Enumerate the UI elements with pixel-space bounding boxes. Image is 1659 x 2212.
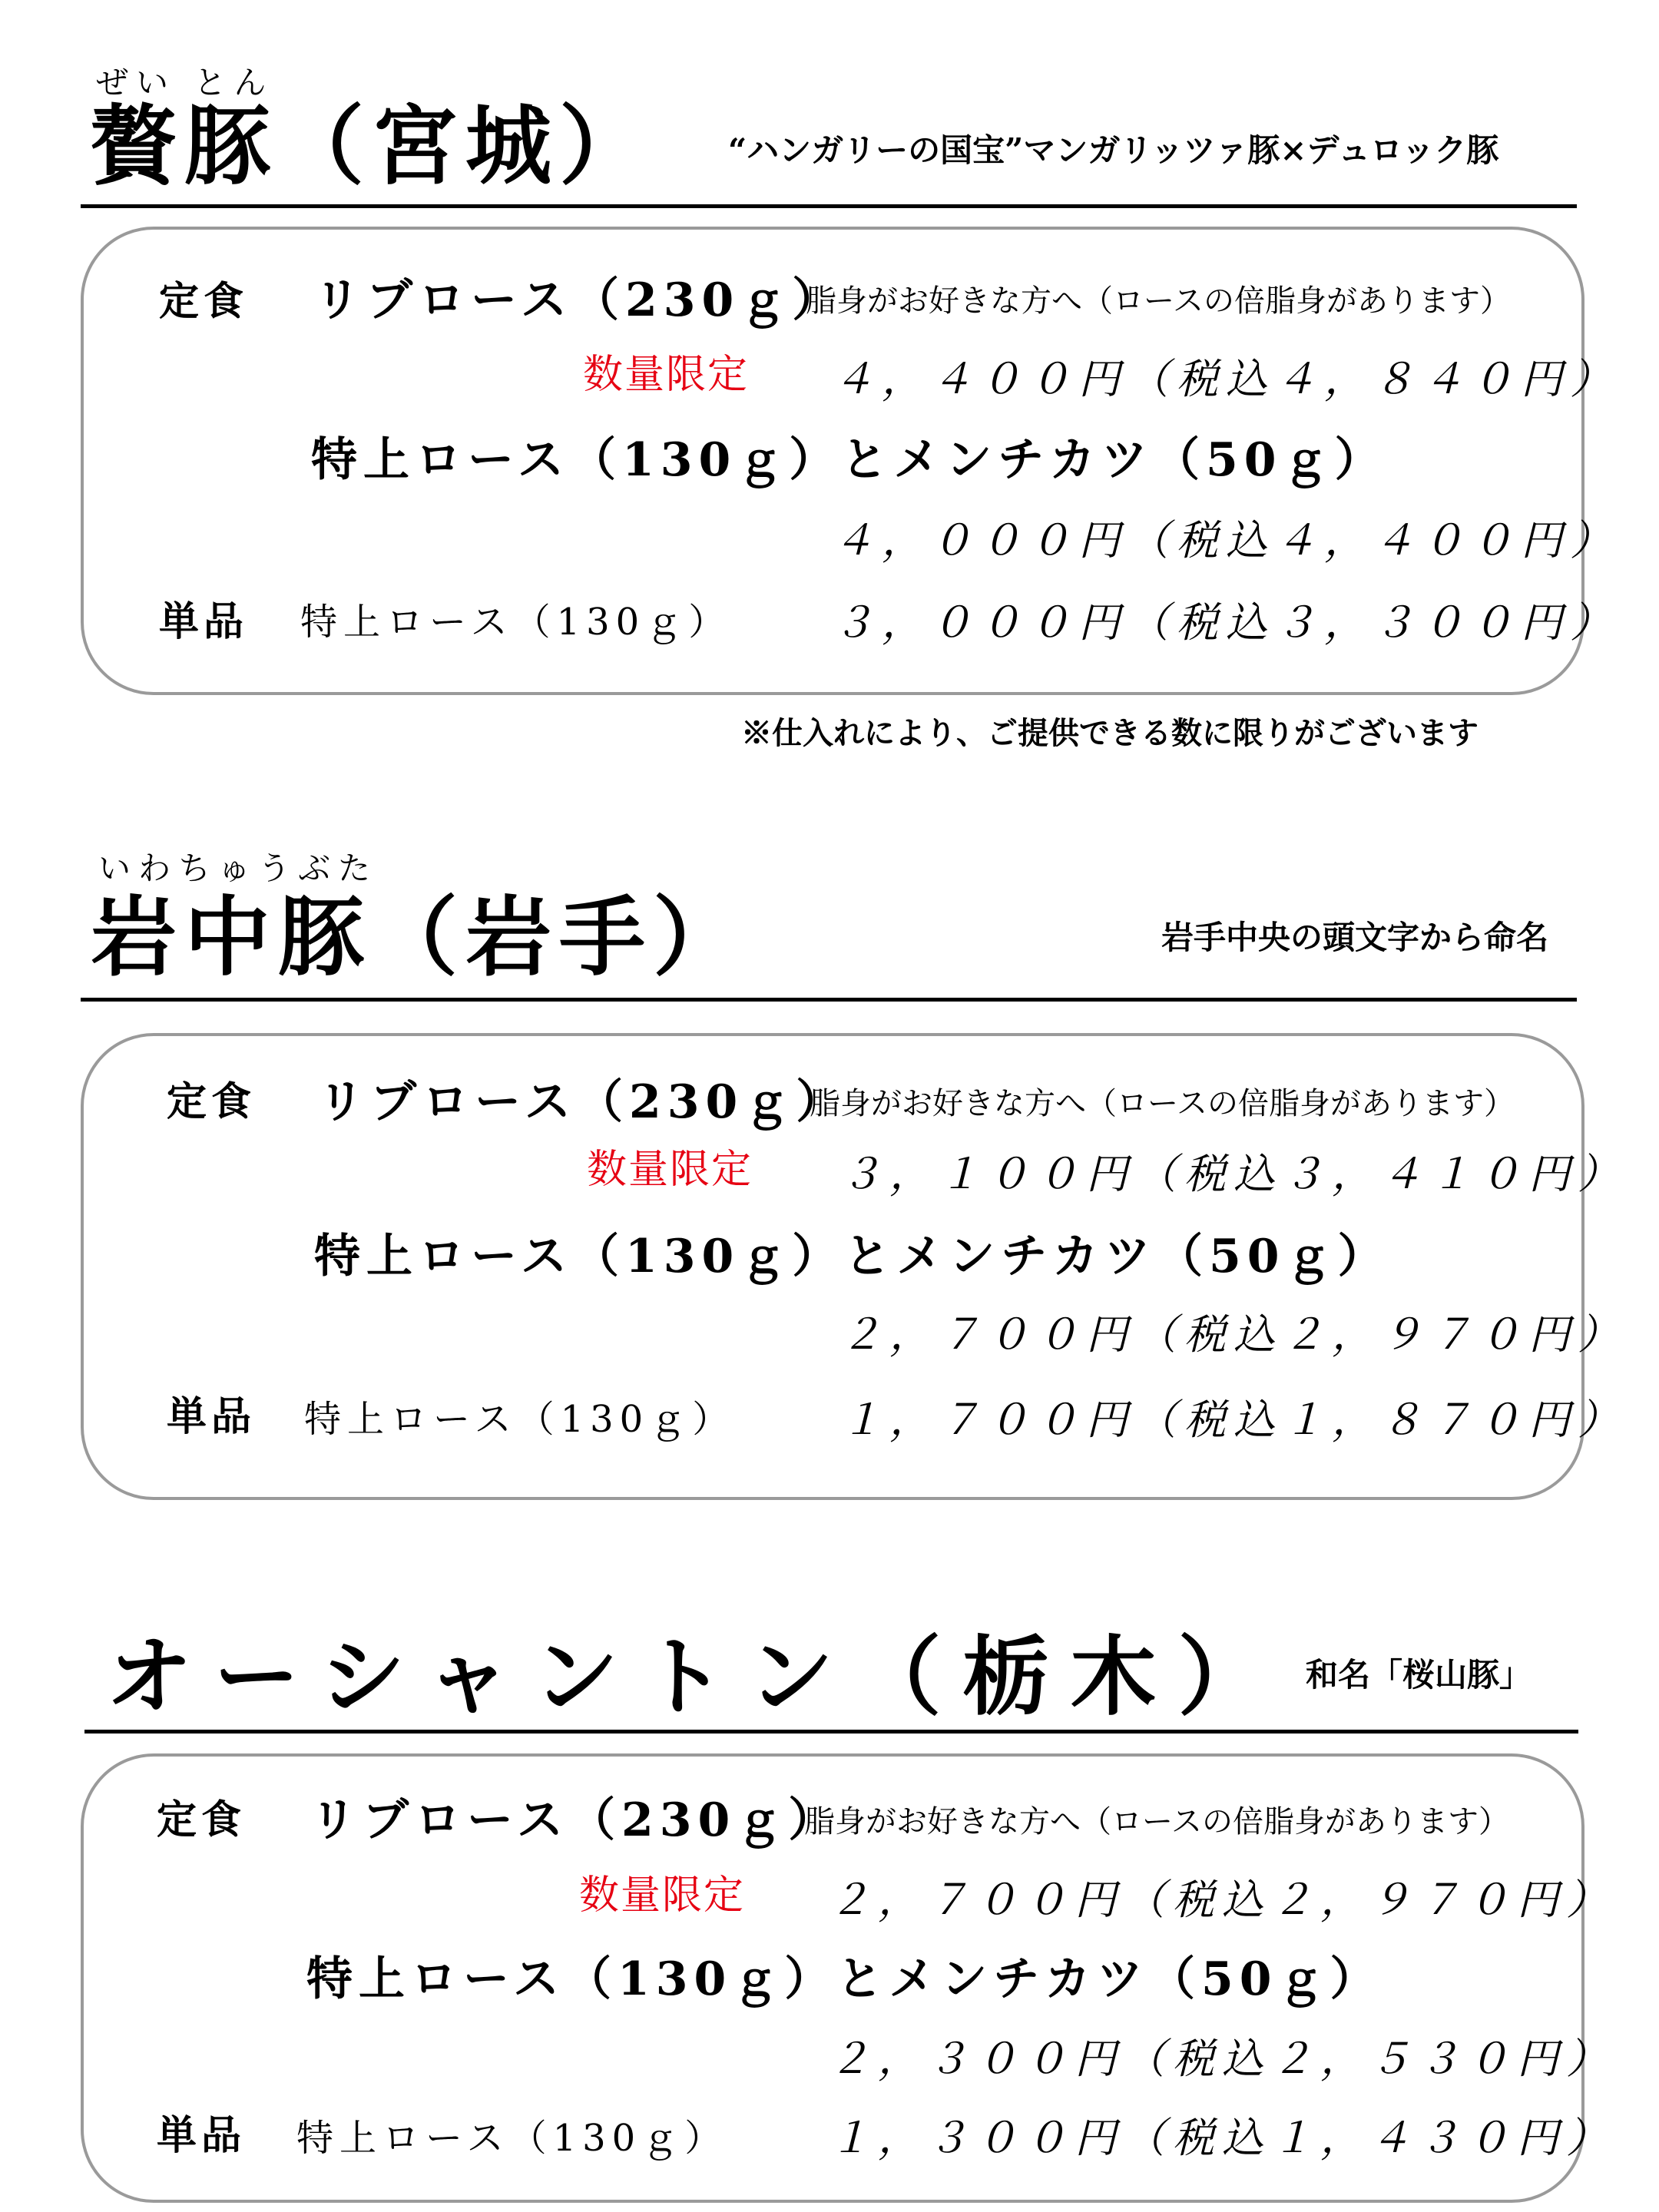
limited-quantity-label: 数量限定 (587, 1147, 753, 1193)
combo-item: 特上ロース（130ｇ）とメンチカツ（50ｇ） (311, 433, 1387, 487)
section-divider (84, 1730, 1578, 1734)
section-subtitle: “ハンガリーの国宝”マンガリッツァ豚×デュロック豚 (728, 131, 1499, 169)
menu-box (81, 227, 1619, 695)
combo-item: 特上ロース（130ｇ）とメンチカツ（50ｇ） (314, 1230, 1390, 1283)
set-meal-label: 定食 (159, 278, 249, 325)
single-item-price: １，３００円（税込１，４３０円） (829, 2114, 1615, 2162)
section-title: オーシャントン（栃木） (106, 1627, 1286, 1727)
single-item: 特上ロース（130ｇ） (304, 1398, 736, 1441)
single-item-label: 単品 (157, 2112, 247, 2159)
single-item-label: 単品 (167, 1393, 257, 1440)
single-item-price: ３，０００円（税込３，３００円） (833, 598, 1619, 647)
limited-quantity-label: 数量限定 (583, 352, 750, 398)
section-subtitle: 和名「桜山豚」 (1306, 1656, 1532, 1694)
combo-item: 特上ロース（130ｇ）とメンチカツ（50ｇ） (306, 1952, 1382, 2006)
section-divider (81, 204, 1577, 208)
rib-roast-price: ３，１００円（税込３，４１０円） (840, 1150, 1627, 1198)
section-divider (81, 998, 1577, 1002)
rib-roast-note: 脂身がお好きな方へ（ロースの倍脂身があります） (810, 1086, 1515, 1121)
section-title: 贅豚（宮城） (91, 96, 653, 197)
set-meal-label: 定食 (157, 1796, 247, 1843)
combo-price: ４，０００円（税込４，４００円） (833, 516, 1619, 565)
section-subtitle: 岩手中央の頭文字から命名 (1161, 919, 1549, 956)
title-ruby: いわちゅうぶた (98, 849, 379, 887)
single-item: 特上ロース（130ｇ） (300, 601, 732, 644)
combo-price: ２，７００円（税込２，９７０円） (840, 1310, 1627, 1359)
rib-roast-item: リブロース（230ｇ） (314, 273, 845, 327)
rib-roast-price: ２，７００円（税込２，９７０円） (829, 1876, 1615, 1924)
rib-roast-note: 脂身がお好きな方へ（ロースの倍脂身があります） (806, 283, 1511, 319)
rib-roast-price: ４，４００円（税込４，８４０円） (833, 355, 1619, 403)
single-item-price: １，７００円（税込１，８７０円） (840, 1396, 1627, 1444)
supply-footnote: ※仕入れにより、ご提供できる数に限りがございます (741, 715, 1479, 751)
section-title: 岩中豚（岩手） (91, 887, 747, 988)
title-ruby: ぜい とん (96, 64, 274, 101)
rib-roast-note: 脂身がお好きな方へ（ロースの倍脂身があります） (804, 1804, 1509, 1839)
menu-box (81, 1753, 1615, 2203)
limited-quantity-label: 数量限定 (579, 1873, 746, 1919)
set-meal-label: 定食 (167, 1078, 257, 1125)
menu-box (81, 1033, 1627, 1500)
rib-roast-item: リブロース（230ｇ） (318, 1075, 849, 1129)
rib-roast-item: リブロース（230ｇ） (310, 1793, 841, 1847)
single-item-label: 単品 (159, 598, 249, 645)
single-item: 特上ロース（130ｇ） (296, 2117, 728, 2160)
combo-price: ２，３００円（税込２，５３０円） (829, 2035, 1615, 2083)
